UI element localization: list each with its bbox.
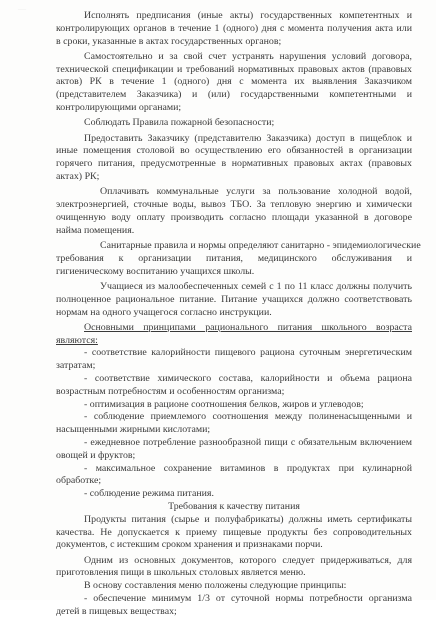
text-line: В основу составления меню положены следующие принципы: <box>84 580 347 592</box>
text-line: Соблюдать Правила пожарной безопасности; <box>84 117 275 129</box>
text-line: затратам; <box>56 360 96 372</box>
text-line: найма помещения. <box>56 224 135 236</box>
underlined-text: являются: <box>56 334 98 346</box>
text-line: актов) РК в течение 1 (одного) дня с момента их выявления Заказчиком <box>56 76 412 88</box>
heading-principles <box>56 322 412 348</box>
text-line: контролирующими органами; <box>56 102 182 114</box>
text-line: Санитарные правила и нормы определяют санитарно - эпидемиологические <box>100 240 421 252</box>
text-line: технической спецификации и требований нормативных правовых актов (правовых <box>56 63 412 75</box>
text-line: овощей и фруктов; <box>56 449 136 461</box>
list-item-calories <box>56 347 412 373</box>
text-line: в сроки, указанные в актах государственных органов; <box>56 35 282 47</box>
text-line: - соблюдение режима питания. <box>84 488 214 500</box>
text-line: Самостоятельно и за свой счет устранять нарушения условий договора, <box>84 50 412 62</box>
text-line: очищенную воду оплату производить согласно площади указанной в договоре <box>56 211 412 223</box>
paragraph-execute-orders <box>56 10 412 48</box>
text-line: Продукты питания (сырье и полуфабрикаты) должны иметь сертификаты <box>84 513 412 525</box>
text-line: - ежедневное потребление разнообразной пищи с обязательным включением <box>84 437 412 448</box>
paragraph-utilities <box>56 186 412 237</box>
text-line: электроэнергией, сточные воды, вывоз ТБО. За тепловую энергию и химически <box>56 199 412 211</box>
text-line: детей в пищевых веществах; <box>56 605 177 617</box>
text-line: требования к организации питания, медицинского обслуживания и <box>56 252 412 264</box>
text-line: - максимальное сохранение витаминов в продуктах при кулинарной <box>84 462 412 474</box>
list-item-chemical-composition <box>56 373 412 399</box>
list-item-nutrient-ratio <box>56 399 412 412</box>
text-line: горячего питания, предусмотренные в нормативных правовых актах (правовых <box>56 158 412 170</box>
text-line: Одним из основных документов, которого следует придерживаться, для <box>84 554 412 566</box>
text-line: - соответствие калорийности пищевого рациона суточным энергетическим <box>84 347 412 359</box>
paragraph-menu-principles <box>56 580 412 593</box>
text-line: качества. Не допускается к приему пищевые продукты без сопроводительных <box>56 526 412 538</box>
list-item-varied-food <box>56 437 412 463</box>
paragraph-menu <box>56 555 412 581</box>
paragraph-certificates <box>56 514 412 552</box>
text-line: контролирующих органов в течение 1 (одного) дня с момента получения акта или <box>56 22 412 34</box>
text-line: нормам на одного учащегося согласно инструкции. <box>56 306 272 318</box>
text-line: - соответствие химического состава, калорийности и объема рациона <box>84 373 412 385</box>
text-line: возрастным потребностям и особенностям организма; <box>56 385 285 397</box>
text-line: Оплачивать коммунальные услуги за пользование холодной водой, <box>100 186 412 198</box>
text-line: приготовления пищи в школьных столовых является меню. <box>56 567 306 579</box>
text-line: Основными принципами рационального питания школьного возраста <box>84 321 412 333</box>
text-line: Исполнять предписания (иные акты) государственных компетентных и <box>84 10 412 21</box>
text-line: иные помещения столовой во осуществлению его обязанностей в организации <box>56 145 412 157</box>
section-title: Требования к качеству питания <box>168 500 300 512</box>
scan-artifact: — <box>18 4 26 13</box>
text-line: гигиеническому воспитанию учащихся школы. <box>56 265 255 277</box>
text-line: документов, с истекшим сроком хранения и признаками порчи. <box>56 539 323 551</box>
text-line: актах) РК; <box>56 171 100 183</box>
paragraph-low-income-students <box>56 281 412 319</box>
text-line: (представителем Заказчика) и (или) государственными компетентными и <box>56 89 412 101</box>
paragraph-sanitary-rules <box>56 240 421 278</box>
paragraph-provide-access <box>56 133 412 184</box>
text-line: - оптимизация в рационе соотношения белков, жиров и углеводов; <box>84 398 364 410</box>
text-line: Предоставить Заказчику (представителю Заказчика) доступ в пищеблок и <box>84 132 412 144</box>
list-item-daily-norm <box>56 593 412 619</box>
section-heading-quality <box>56 501 412 514</box>
list-item-fatty-acids <box>56 411 412 437</box>
text-line: полноценное рациональное питание. Питание учащихся должно соответствовать <box>56 293 412 305</box>
list-item-meal-schedule <box>56 488 412 501</box>
text-line: насыщенными жирными кислотами; <box>56 424 211 436</box>
paragraph-fire-safety <box>56 117 412 130</box>
text-line: - обеспечение минимум 1/3 от суточной нормы потребности организма <box>84 593 412 605</box>
paragraph-fix-violations <box>56 51 412 115</box>
text-line: Учащиеся из малообеспеченных семей с 1 по 11 класс должны получить <box>100 280 412 292</box>
document-body <box>56 10 421 619</box>
text-line: обработке; <box>56 475 102 487</box>
text-line: - соблюдение приемлемого соотношения между полиненасыщенными и <box>84 411 412 423</box>
text-line <box>56 335 412 348</box>
list-item-vitamins <box>56 463 412 489</box>
